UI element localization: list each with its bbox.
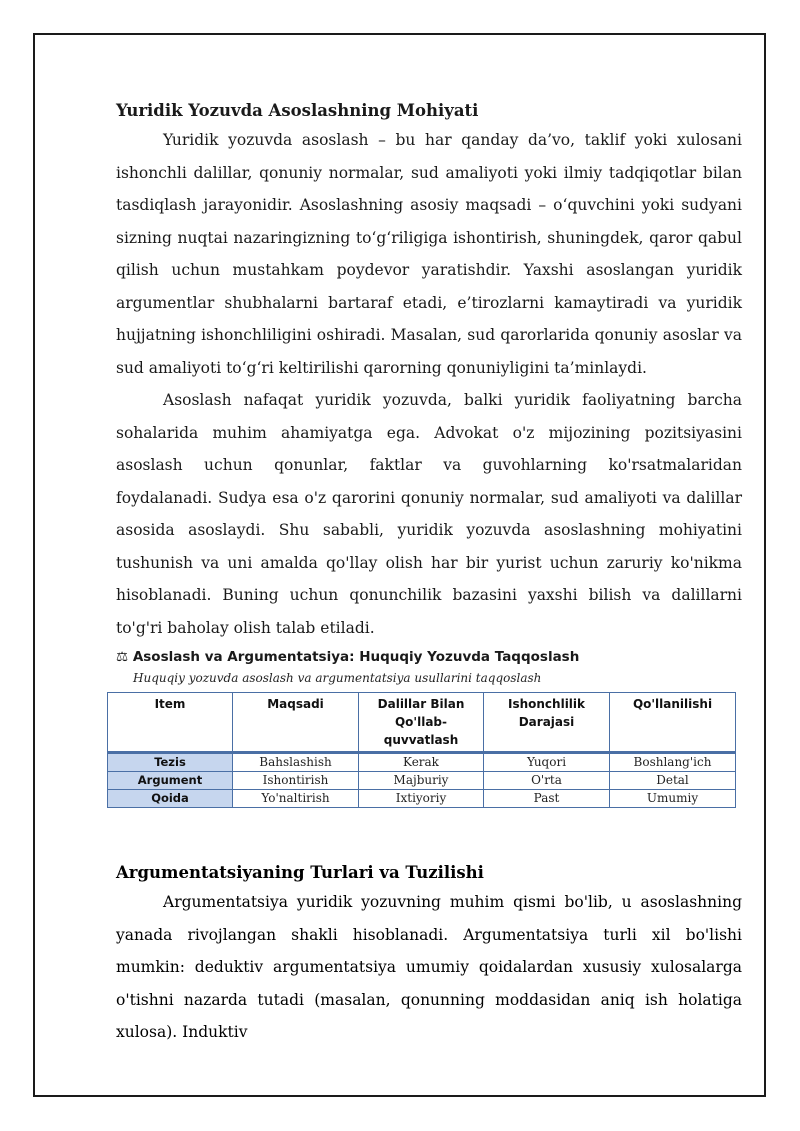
paragraph-2: Asoslash nafaqat yuridik yozuvda, balki yuridik faoliyatning barcha sohalarida muhim ahamiyatga ega. Advokat o'z mijozining pozitsiyasini asoslash uchun qonunlar, faktlar va guvohlarning ko'rsatmalaridan foydalanadi. Sudya esa o'z qarorini qonuniy normalar, sud amaliyoti va dalillar asosida asoslaydi. Shu sababli, yuridik yozuvda asoslashning mohiyatini tushunish va uni amalda qo'llay olish har bir yurist uchun zaruriy ko'nikma hisoblanadi. Buning uchun qonunchilik bazasini yaxshi bilish va dalillarni to'g'ri baholay olish talab etiladi.: [116, 391, 742, 637]
table-subtitle: Huquqiy yozuvda asoslash va argumentatsiya usullarini taqqoslash: [133, 671, 542, 685]
table-row: [108, 753, 736, 772]
paragraph-3: Argumentatsiya yuridik yozuvning muhim qismi bo'lib, u asoslashning yanada rivojlangan shakli hisoblanadi. Argumentatsiya turli xil bo'lishi mumkin: deduktiv argumentatsiya umumiy qoidalardan xususiy xulosalarga o'tishni nazarda tutadi (masalan, qonunning moddasidan aniq ish holatiga xulosa). Induktiv: [116, 893, 742, 1041]
table-header-cell: Dalillar Bilan Qo'llab-quvvatlash: [359, 693, 484, 753]
table-cell: Majburiy: [359, 772, 484, 790]
table-cell: Boshlang'ich: [610, 753, 736, 772]
table-cell: Yuqori: [484, 753, 610, 772]
table-cell: Past: [484, 790, 610, 808]
table-header-cell: Item: [108, 693, 233, 753]
document-body-continued: [116, 860, 742, 1049]
table-cell: Ishontirish: [233, 772, 359, 790]
section-heading-1: Yuridik Yozuvda Asoslashning Mohiyati: [116, 101, 479, 120]
table-header-cell: Qo'llanilishi: [610, 693, 736, 753]
table-row-header: Qoida: [108, 790, 233, 808]
table-header-row: [108, 693, 736, 753]
table-header-cell: Ishonchlilik Darajasi: [484, 693, 610, 753]
table-row: [108, 790, 736, 808]
table-row: [108, 772, 736, 790]
table-title-row: [116, 648, 737, 666]
table-row-header: Tezis: [108, 753, 233, 772]
table-cell: O'rta: [484, 772, 610, 790]
table-title: Asoslash va Argumentatsiya: Huquqiy Yozuvda Taqqoslash: [132, 649, 580, 665]
table-header-cell: Maqsadi: [233, 693, 359, 753]
table-cell: Umumiy: [610, 790, 736, 808]
table-cell: Kerak: [359, 753, 484, 772]
table-row-header: Argument: [108, 772, 233, 790]
document-body: [116, 98, 742, 644]
table-cell: Bahslashish: [233, 753, 359, 772]
table-cell: Yo'naltirish: [233, 790, 359, 808]
paragraph-1: Yuridik yozuvda asoslash – bu har qanday da’vo, taklif yoki xulosani ishonchli dalillar, qonuniy normalar, sud amaliyoti yoki ilmiy tadqiqotlar bilan tasdiqlash jarayonidir. Asoslashning asosiy maqsadi – o‘quvchini yoki sudyani sizning nuqtai nazaringizning to‘g‘riligiga ishontirish, shuningdek, qaror qabul qilish uchun mustahkam poydevor yaratishdir. Yaxshi asoslangan yuridik argumentlar shubhalarni bartaraf etadi, e’tirozlarni kamaytiradi va yuridik hujjatning ishonchliligini oshiradi. Masalan, sud qarorlarida qonuniy asoslar va sud amaliyoti to‘g‘ri keltirilishi qarorning qonuniyligini ta’minlaydi.: [116, 131, 742, 377]
table-cell: Ixtiyoriy: [359, 790, 484, 808]
comparison-table-block: [107, 648, 737, 808]
table-cell: Detal: [610, 772, 736, 790]
scales-icon: ⚖: [116, 649, 129, 665]
comparison-table: [107, 692, 736, 808]
section-heading-2: Argumentatsiyaning Turlari va Tuzilishi: [116, 863, 484, 882]
